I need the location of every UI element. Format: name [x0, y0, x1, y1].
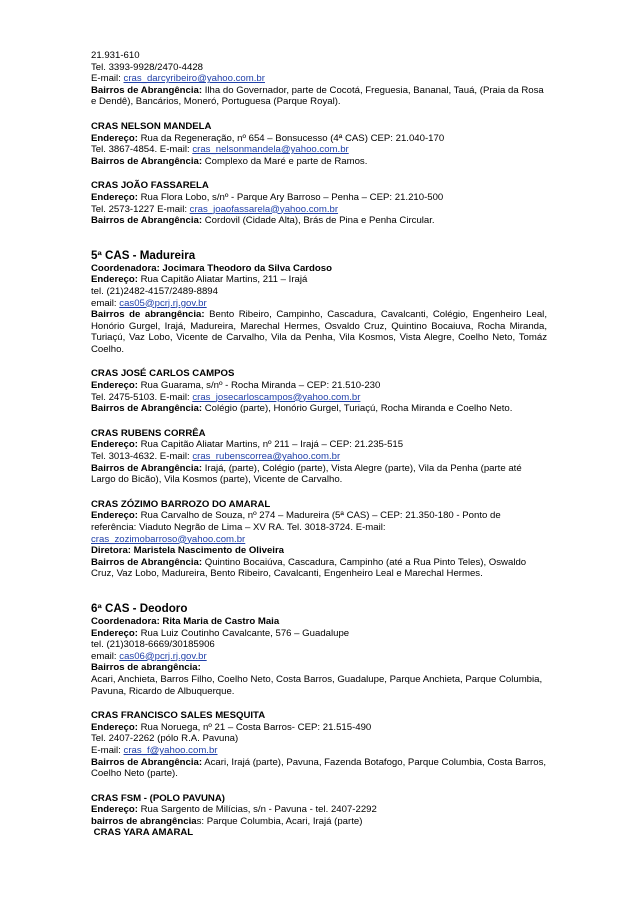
- address-line: Endereço: Rua Noruega, nº 21 – Costa Barros- CEP: 21.515-490: [91, 721, 372, 733]
- director-line: Diretora: Maristela Nascimento de Oliveira: [91, 545, 285, 557]
- phone-line: Tel. 2407-2262 (pólo R.A. Pavuna): [91, 733, 239, 745]
- coordinator-line: Coordenadora: Rita Maria de Castro Maia: [91, 615, 280, 627]
- cras-title: CRAS FSM - (POLO PAVUNA): [91, 792, 225, 804]
- email-link[interactable]: cras_f@yahoo.com.br: [123, 744, 218, 756]
- cras-title: CRAS ZÓZIMO BARROZO DO AMARAL: [91, 498, 271, 510]
- cras-title: CRAS YARA AMARAL: [91, 827, 194, 839]
- address-line: Endereço: Rua Capitão Aliatar Martins, 211 – Irajá: [91, 274, 308, 286]
- phone-line: tel. (21)3018-6669/30185906: [91, 639, 215, 651]
- address-line: Endereço: Rua Capitão Aliatar Martins, nº 211 – Irajá – CEP: 21.235-515: [91, 439, 404, 451]
- address-line: Endereço: Rua Sargento de Milícias, s/n - Pavuna - tel. 2407-2292: [91, 804, 377, 816]
- email-link[interactable]: cas06@pcrj.rj.gov.br: [119, 650, 207, 662]
- phone-email-line: Tel. 2475-5103. E-mail: cras_josecarloscampos@yahoo.com.br: [91, 391, 361, 403]
- cras-title: CRAS FRANCISCO SALES MESQUITA: [91, 710, 266, 722]
- address-line: Endereço: Rua Guarama, s/nº - Rocha Miranda – CEP: 21.510-230: [91, 380, 381, 392]
- bairros-line: Bairros de Abrangência: Irajá, (parte), Colégio (parte), Vista Alegre (parte), Vila da Penha (parte até Largo do Bicão), Vila Kosmos (parte), Vicente de Carvalho.: [91, 462, 522, 486]
- bairros-label: Bairros de abrangência:: [91, 662, 201, 674]
- email-link[interactable]: cras_darcyribeiro@yahoo.com.br: [123, 73, 265, 85]
- address-line: Endereço: Rua da Regeneração, nº 654 – Bonsucesso (4ª CAS) CEP: 21.040-170: [91, 132, 445, 144]
- phone-line: tel. (21)2482-4157/2489-8894: [91, 285, 218, 297]
- bairros-line: Bairros de Abrangência: Complexo da Maré e parte de Ramos.: [91, 155, 368, 167]
- phone-email-line: Tel. 3013-4632. E-mail: cras_rubenscorrea@yahoo.com.br: [91, 451, 341, 463]
- bairros-line: Bairros de Abrangência: Cordovil (Cidade Alta), Brás de Pina e Penha Circular.: [91, 215, 435, 227]
- email-link[interactable]: cras_nelsonmandela@yahoo.com.br: [192, 144, 349, 156]
- phone-email-line: Tel. 3867-4854. E-mail: cras_nelsonmandela@yahoo.com.br: [91, 144, 349, 156]
- email-line: email: cas05@pcrj.rj.gov.br: [91, 297, 207, 309]
- bairros-line: Bairros de Abrangência: Acari, Irajá (parte), Pavuna, Fazenda Botafogo, Parque Columbia, Costa Barros, Coelho Neto (parte).: [91, 756, 547, 780]
- email-link[interactable]: cas05@pcrj.rj.gov.br: [119, 297, 207, 309]
- section-title: 5ª CAS - Madureira: [91, 248, 196, 262]
- document-page: [91, 50, 547, 839]
- cras-title: CRAS NELSON MANDELA: [91, 120, 212, 132]
- phone-line: Tel. 3393-9928/2470-4428: [91, 61, 204, 73]
- bairros-line: Bairros de Abrangência: Colégio (parte), Honório Gurgel, Turiaçú, Rocha Miranda e Coelho Neto.: [91, 403, 513, 415]
- cep-line: 21.931-610: [91, 50, 140, 61]
- address-line: Endereço: Rua Carvalho de Souza, nº 274 – Madureira (5ª CAS) – CEP: 21.350-180 - Ponto de referência: Viaduto Negrão de Lima – XV RA. Tel. 3018-3724. E-mail:: [91, 510, 501, 533]
- email-line: [91, 534, 547, 546]
- email-link[interactable]: cras_rubenscorrea@yahoo.com.br: [192, 451, 341, 463]
- bairros-line: bairros de abrangências: Parque Columbia, Acari, Irajá (parte): [91, 815, 363, 827]
- cras-title: CRAS JOSÉ CARLOS CAMPOS: [91, 368, 235, 380]
- email-line: email: cas06@pcrj.rj.gov.br: [91, 650, 207, 662]
- email-link[interactable]: cras_zozimobarroso@yahoo.com.br: [91, 533, 246, 545]
- cras-title: CRAS RUBENS CORRÊA: [91, 427, 206, 439]
- address-line: Endereço: Rua Luiz Coutinho Cavalcante, 576 – Guadalupe: [91, 627, 350, 639]
- coordinator-line: Coordenadora: Jocimara Theodoro da Silva Cardoso: [91, 262, 332, 274]
- cras-title: CRAS JOÃO FASSARELA: [91, 180, 209, 192]
- address-line: Endereço: Rua Flora Lobo, s/nº - Parque Ary Barroso – Penha – CEP: 21.210-500: [91, 191, 444, 203]
- bairros-line: Bairros de Abrangência: Ilha do Governador, parte de Cocotá, Freguesia, Bananal, Tauá, (Praia da Rosa e Dendê), Bancários, Moneró, Portuguesa (Parque Royal).: [91, 84, 544, 108]
- email-link[interactable]: cras_josecarloscampos@yahoo.com.br: [192, 391, 361, 403]
- bairros-line: Bairros de Abrangência: Quintino Bocaiúva, Cascadura, Campinho (até a Rua Pinto Teles), Oswaldo Cruz, Vaz Lobo, Madureira, Bento Ribeiro, Cavalcanti, Engenheiro Leal e Marechal Hermes.: [91, 556, 527, 580]
- email-line: E-mail: cras_darcyribeiro@yahoo.com.br: [91, 73, 265, 85]
- section-title: 6ª CAS - Deodoro: [91, 601, 188, 615]
- phone-email-line: Tel. 2573-1227 E-mail: cras_joaofassarela@yahoo.com.br: [91, 203, 339, 215]
- email-line: E-mail: cras_f@yahoo.com.br: [91, 744, 218, 756]
- email-link[interactable]: cras_joaofassarela@yahoo.com.br: [189, 203, 339, 215]
- bairros-line: Bairros de abrangência: Bento Ribeiro, Campinho, Cascadura, Cavalcanti, Colégio, Engenheiro Leal, Honório Gurgel, Irajá, Madureira, Marechal Hermes, Osvaldo Cruz, Quintino Bocaiuva, Rocha Miranda, Turiaçú, Vaz Lobo, Vicente de Carvalho, Vila da Penha, Vila Kosmos, Vista Alegre, Coelho Neto, Tomáz Coelho.: [91, 309, 547, 355]
- bairros-line: Acari, Anchieta, Barros Filho, Coelho Neto, Costa Barros, Guadalupe, Parque Anchieta, Parque Columbia, Pavuna, Ricardo de Albuquerque.: [91, 673, 543, 697]
